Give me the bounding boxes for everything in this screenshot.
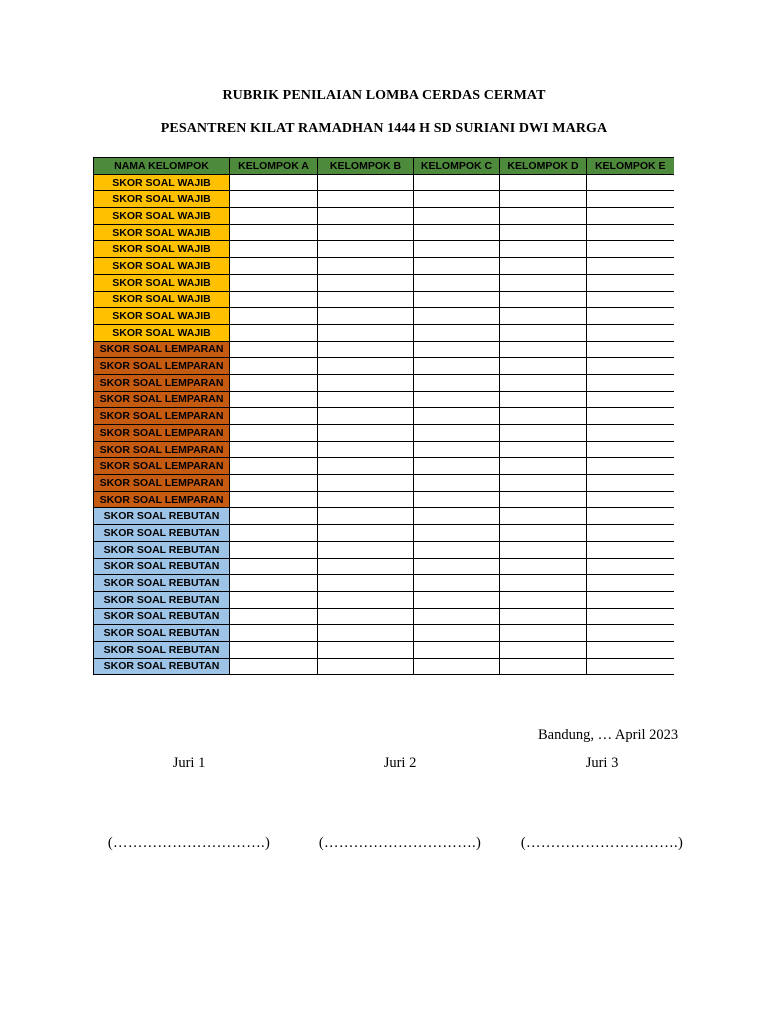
score-cell [500, 274, 587, 291]
table-row [94, 441, 674, 458]
score-cell [414, 641, 500, 658]
score-cell [587, 558, 674, 575]
row-label-skor-soal-lemparan: SKOR SOAL LEMPARAN [94, 441, 230, 458]
score-cell [318, 525, 414, 542]
score-cell [230, 441, 318, 458]
score-cell [414, 508, 500, 525]
score-cell [414, 241, 500, 258]
score-cell [230, 641, 318, 658]
score-cell [318, 191, 414, 208]
score-cell [500, 258, 587, 275]
score-cell [230, 625, 318, 642]
score-cell [230, 258, 318, 275]
score-cell [500, 541, 587, 558]
row-label-skor-soal-rebutan: SKOR SOAL REBUTAN [94, 541, 230, 558]
score-cell [587, 541, 674, 558]
score-cell [230, 608, 318, 625]
score-cell [500, 441, 587, 458]
table-row [94, 341, 674, 358]
score-cell [230, 541, 318, 558]
score-cell [587, 458, 674, 475]
score-cell [230, 374, 318, 391]
score-cell [318, 658, 414, 675]
row-label-skor-soal-lemparan: SKOR SOAL LEMPARAN [94, 341, 230, 358]
score-cell [230, 174, 318, 191]
score-cell [318, 508, 414, 525]
score-cell [587, 358, 674, 375]
row-label-skor-soal-wajib: SKOR SOAL WAJIB [94, 191, 230, 208]
row-label-skor-soal-wajib: SKOR SOAL WAJIB [94, 224, 230, 241]
score-cell [500, 291, 587, 308]
score-cell [230, 558, 318, 575]
row-label-skor-soal-rebutan: SKOR SOAL REBUTAN [94, 608, 230, 625]
score-cell [500, 508, 587, 525]
table-row [94, 525, 674, 542]
juri-3-signature-line: (………………………….) [520, 835, 684, 851]
score-cell [318, 475, 414, 492]
table-row [94, 625, 674, 642]
score-cell [318, 425, 414, 442]
score-cell [414, 191, 500, 208]
score-cell [414, 291, 500, 308]
table-row [94, 458, 674, 475]
score-cell [587, 475, 674, 492]
score-cell [587, 591, 674, 608]
column-header-kelompok-c: KELOMPOK C [414, 158, 500, 175]
score-cell [318, 374, 414, 391]
score-cell [230, 458, 318, 475]
score-cell [414, 591, 500, 608]
table-row [94, 174, 674, 191]
score-cell [500, 425, 587, 442]
score-cell [500, 174, 587, 191]
document-subtitle: PESANTREN KILAT RAMADHAN 1444 H SD SURIANI DWI MARGA [160, 121, 608, 136]
table-row [94, 358, 674, 375]
score-cell [587, 308, 674, 325]
score-cell [230, 358, 318, 375]
score-cell [500, 608, 587, 625]
score-cell [587, 258, 674, 275]
row-label-skor-soal-rebutan: SKOR SOAL REBUTAN [94, 591, 230, 608]
score-cell [587, 224, 674, 241]
score-cell [414, 625, 500, 642]
score-cell [230, 508, 318, 525]
score-cell [414, 374, 500, 391]
score-cell [500, 408, 587, 425]
score-cell [318, 391, 414, 408]
score-cell [500, 525, 587, 542]
score-cell [414, 575, 500, 592]
table-row [94, 291, 674, 308]
score-cell [587, 441, 674, 458]
table-row [94, 408, 674, 425]
score-cell [230, 341, 318, 358]
score-cell [230, 208, 318, 225]
score-cell [414, 408, 500, 425]
score-cell [587, 291, 674, 308]
table-row [94, 274, 674, 291]
row-label-skor-soal-wajib: SKOR SOAL WAJIB [94, 258, 230, 275]
row-label-skor-soal-rebutan: SKOR SOAL REBUTAN [94, 575, 230, 592]
score-cell [318, 441, 414, 458]
score-cell [230, 491, 318, 508]
score-cell [500, 224, 587, 241]
score-cell [587, 491, 674, 508]
score-cell [500, 391, 587, 408]
column-header-kelompok-e: KELOMPOK E [587, 158, 674, 175]
row-label-skor-soal-wajib: SKOR SOAL WAJIB [94, 241, 230, 258]
table-row [94, 541, 674, 558]
score-cell [414, 391, 500, 408]
row-label-skor-soal-lemparan: SKOR SOAL LEMPARAN [94, 374, 230, 391]
table-row [94, 591, 674, 608]
table-row [94, 241, 674, 258]
score-cell [500, 308, 587, 325]
score-cell [318, 608, 414, 625]
score-cell [318, 291, 414, 308]
score-cell [500, 575, 587, 592]
row-label-skor-soal-lemparan: SKOR SOAL LEMPARAN [94, 425, 230, 442]
score-cell [587, 374, 674, 391]
row-label-skor-soal-wajib: SKOR SOAL WAJIB [94, 308, 230, 325]
score-cell [587, 525, 674, 542]
juri-1-label: Juri 1 [172, 755, 206, 771]
column-header-kelompok-a: KELOMPOK A [230, 158, 318, 175]
document-title: RUBRIK PENILAIAN LOMBA CERDAS CERMAT [222, 88, 546, 103]
score-cell [587, 324, 674, 341]
score-cell [230, 408, 318, 425]
score-cell [230, 224, 318, 241]
row-label-skor-soal-wajib: SKOR SOAL WAJIB [94, 324, 230, 341]
score-cell [318, 575, 414, 592]
score-cell [587, 575, 674, 592]
score-cell [500, 241, 587, 258]
table-body [94, 174, 674, 675]
column-header-kelompok-d: KELOMPOK D [500, 158, 587, 175]
row-label-skor-soal-wajib: SKOR SOAL WAJIB [94, 291, 230, 308]
score-cell [318, 208, 414, 225]
score-cell [500, 641, 587, 658]
row-label-skor-soal-lemparan: SKOR SOAL LEMPARAN [94, 408, 230, 425]
table-row [94, 475, 674, 492]
table-row [94, 324, 674, 341]
score-cell [318, 458, 414, 475]
row-label-skor-soal-lemparan: SKOR SOAL LEMPARAN [94, 491, 230, 508]
score-cell [414, 341, 500, 358]
score-cell [500, 625, 587, 642]
score-cell [587, 241, 674, 258]
juri-1-signature-line: (………………………….) [107, 835, 271, 851]
score-cell [318, 341, 414, 358]
score-cell [318, 541, 414, 558]
score-cell [587, 274, 674, 291]
table-row [94, 608, 674, 625]
score-cell [230, 391, 318, 408]
table-row [94, 258, 674, 275]
table-row [94, 575, 674, 592]
score-cell [587, 641, 674, 658]
score-cell [318, 625, 414, 642]
score-cell [414, 475, 500, 492]
score-cell [500, 558, 587, 575]
score-cell [230, 525, 318, 542]
score-cell [230, 591, 318, 608]
score-cell [414, 541, 500, 558]
score-cell [500, 658, 587, 675]
score-cell [414, 441, 500, 458]
row-label-skor-soal-lemparan: SKOR SOAL LEMPARAN [94, 458, 230, 475]
table-row [94, 641, 674, 658]
row-label-skor-soal-wajib: SKOR SOAL WAJIB [94, 208, 230, 225]
table-row [94, 308, 674, 325]
score-cell [414, 458, 500, 475]
table-row [94, 208, 674, 225]
score-cell [587, 658, 674, 675]
table-row [94, 374, 674, 391]
row-label-skor-soal-rebutan: SKOR SOAL REBUTAN [94, 658, 230, 675]
score-cell [500, 491, 587, 508]
score-cell [414, 608, 500, 625]
score-cell [500, 208, 587, 225]
table-row [94, 425, 674, 442]
score-cell [414, 425, 500, 442]
juri-2-signature-line: (………………………….) [318, 835, 482, 851]
score-cell [230, 475, 318, 492]
score-cell [587, 608, 674, 625]
score-cell [414, 658, 500, 675]
table-row [94, 391, 674, 408]
score-cell [500, 324, 587, 341]
score-cell [414, 174, 500, 191]
score-cell [587, 425, 674, 442]
score-cell [414, 308, 500, 325]
score-cell [318, 274, 414, 291]
score-cell [587, 508, 674, 525]
score-cell [318, 408, 414, 425]
score-cell [318, 358, 414, 375]
score-cell [414, 358, 500, 375]
score-cell [500, 358, 587, 375]
column-header-nama-kelompok: NAMA KELOMPOK [94, 158, 230, 175]
scoring-table [93, 157, 674, 675]
score-cell [587, 341, 674, 358]
table-row [94, 491, 674, 508]
row-label-skor-soal-rebutan: SKOR SOAL REBUTAN [94, 508, 230, 525]
row-label-skor-soal-rebutan: SKOR SOAL REBUTAN [94, 641, 230, 658]
table-row [94, 508, 674, 525]
score-cell [318, 491, 414, 508]
score-cell [318, 641, 414, 658]
score-cell [587, 408, 674, 425]
score-cell [500, 341, 587, 358]
table-row [94, 224, 674, 241]
score-cell [587, 208, 674, 225]
score-cell [230, 274, 318, 291]
score-cell [500, 458, 587, 475]
score-cell [414, 208, 500, 225]
row-label-skor-soal-rebutan: SKOR SOAL REBUTAN [94, 558, 230, 575]
score-cell [414, 258, 500, 275]
column-header-kelompok-b: KELOMPOK B [318, 158, 414, 175]
score-cell [230, 291, 318, 308]
score-cell [230, 658, 318, 675]
juri-3-label: Juri 3 [585, 755, 619, 771]
row-label-skor-soal-rebutan: SKOR SOAL REBUTAN [94, 625, 230, 642]
score-cell [318, 308, 414, 325]
row-label-skor-soal-lemparan: SKOR SOAL LEMPARAN [94, 475, 230, 492]
score-cell [414, 324, 500, 341]
score-cell [587, 191, 674, 208]
score-cell [587, 625, 674, 642]
score-cell [500, 591, 587, 608]
score-cell [500, 191, 587, 208]
score-cell [414, 525, 500, 542]
score-cell [230, 425, 318, 442]
score-cell [414, 224, 500, 241]
score-cell [500, 475, 587, 492]
score-cell [318, 224, 414, 241]
score-cell [230, 575, 318, 592]
score-cell [414, 491, 500, 508]
score-cell [414, 274, 500, 291]
score-cell [230, 191, 318, 208]
table-header-row [94, 158, 674, 175]
score-cell [318, 324, 414, 341]
place-date: Bandung, … April 2023 [538, 727, 679, 743]
score-cell [318, 258, 414, 275]
score-cell [414, 558, 500, 575]
score-cell [587, 391, 674, 408]
row-label-skor-soal-lemparan: SKOR SOAL LEMPARAN [94, 358, 230, 375]
score-cell [318, 174, 414, 191]
row-label-skor-soal-lemparan: SKOR SOAL LEMPARAN [94, 391, 230, 408]
score-cell [230, 308, 318, 325]
row-label-skor-soal-wajib: SKOR SOAL WAJIB [94, 174, 230, 191]
score-cell [500, 374, 587, 391]
row-label-skor-soal-rebutan: SKOR SOAL REBUTAN [94, 525, 230, 542]
score-cell [318, 241, 414, 258]
score-cell [230, 241, 318, 258]
score-cell [318, 591, 414, 608]
score-cell [587, 174, 674, 191]
table-row [94, 558, 674, 575]
juri-2-label: Juri 2 [383, 755, 417, 771]
score-cell [318, 558, 414, 575]
row-label-skor-soal-wajib: SKOR SOAL WAJIB [94, 274, 230, 291]
table-row [94, 191, 674, 208]
score-cell [230, 324, 318, 341]
table-row [94, 658, 674, 675]
